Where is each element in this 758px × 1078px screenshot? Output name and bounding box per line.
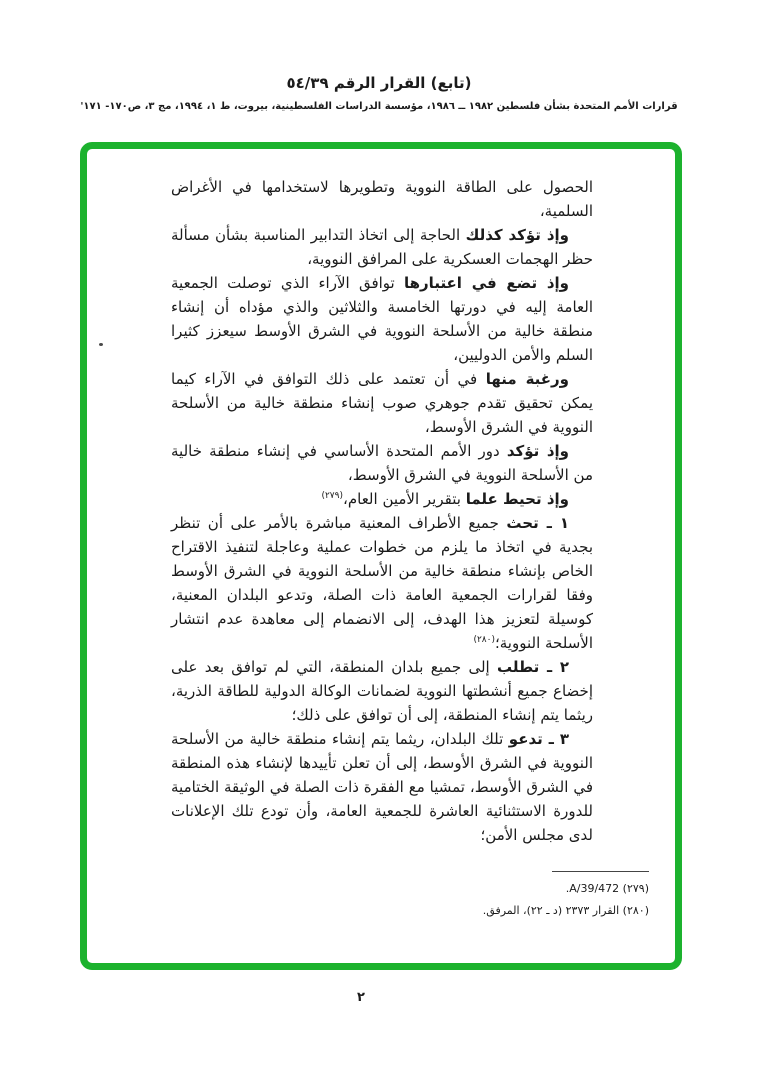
- footnote-number: (٢٨٠): [622, 904, 649, 917]
- paragraph: [171, 511, 593, 655]
- paragraph-lead: وإذ تؤكد: [506, 442, 569, 460]
- paragraph-text: دور الأمم المتحدة الأساسي في إنشاء منطقة خالية من الأسلحة النووية في الشرق الأوسط،: [171, 442, 593, 484]
- footnote-separator: [552, 871, 649, 872]
- ink-speck: [99, 343, 103, 346]
- footnote-ref: (٢٧٩): [321, 491, 343, 501]
- footnote-number: (٢٧٩): [622, 882, 649, 895]
- paragraph: [171, 439, 593, 487]
- paragraph-text: في أن تعتمد على ذلك التوافق في الآراء كيما يمكن تحقيق تقدم جوهري صوب إنشاء منطقة خالية من الأسلحة النووية في الشرق الأوسط،: [171, 370, 593, 436]
- footnote-item: [483, 900, 649, 922]
- paragraph: [171, 223, 593, 271]
- paragraph-text: الحاجة إلى اتخاذ التدابير المناسبة بشأن مسألة حظر الهجمات العسكرية على المرافق النووية،: [171, 226, 593, 268]
- paragraph-text: بتقرير الأمين العام،: [343, 490, 466, 508]
- paragraph-lead: تطلب: [496, 658, 540, 676]
- paragraph-lead: تدعو: [508, 730, 543, 748]
- paragraph: [171, 727, 593, 847]
- paragraph: [171, 487, 593, 511]
- footnotes-block: [483, 871, 649, 922]
- paragraph-lead: وإذ تؤكد كذلك: [465, 226, 569, 244]
- paragraph: [171, 367, 593, 439]
- paragraph-lead: وإذ تحيط علما: [465, 490, 569, 508]
- paragraph-lead: ورغبة منها: [485, 370, 570, 388]
- paragraph-number: ١ ـ: [538, 514, 569, 532]
- paragraph: [171, 271, 593, 367]
- document-header: [0, 74, 758, 112]
- paragraph-number: ٣ ـ: [542, 730, 569, 748]
- footnote-item: [483, 878, 649, 900]
- page-number: ٢: [357, 990, 365, 1005]
- footnote-ref: (٢٨٠): [473, 635, 495, 645]
- page-title: (تابع) القرار الرقم ٥٤/٣٩: [286, 74, 472, 92]
- paragraph: [171, 655, 593, 727]
- paragraph-text: توافق الآراء الذي توصلت الجمعية العامة إليه في دورتها الخامسة والثلاثين والذي مؤداه أن إنشاء منطقة خالية من الأسلحة النووية في الشرق الأوسط سيعزز كثيرا السلم والأمن الدوليين،: [171, 274, 593, 364]
- paragraph-lead: تحث: [506, 514, 539, 532]
- paragraph-text: إلى جميع بلدان المنطقة، التي لم توافق بعد على إخضاع جميع أنشطتها النووية لضمانات الوكالة الدولية للطاقة الذرية، ريثما يتم إنشاء المنطقة، إلى أن توافق على ذلك؛: [171, 658, 593, 724]
- paragraph-number: ٢ ـ: [539, 658, 569, 676]
- source-citation: قرارات الأمم المتحدة بشأن فلسطين ١٩٨٢ ــ ١٩٨٦، مؤسسة الدراسات الفلسطينية، بيروت، ط ١، ١٩٩٤، مج ٣، ص١٧٠- ١٧١': [80, 101, 678, 112]
- paragraph-text: الحصول على الطاقة النووية وتطويرها لاستخدامها في الأغراض السلمية،: [171, 178, 593, 220]
- paragraph: [171, 175, 593, 223]
- footnote-text: القرار ٢٣٧٣ (د ـ ٢٢)، المرفق.: [482, 904, 620, 917]
- paragraph-text: جميع الأطراف المعنية مباشرة بالأمر على أن تنظر بجدية في اتخاذ ما يلزم من خطوات عملية وعاجلة لتنفيذ الاقتراح الخاص بإنشاء منطقة خالية من الأسلحة النووية في الشرق الأوسط وفقا لقرارات الجمعية العامة ذات الصلة، وتدعو البلدان المعنية، كوسيلة لتعزيز هذا الهدف، إلى الانضمام إلى معاهدة عدم انتشار الأسلحة النووية؛: [171, 514, 593, 652]
- document-body: [87, 149, 675, 847]
- footnote-text: A/39/472.: [565, 882, 620, 895]
- paragraph-text: تلك البلدان، ريثما يتم إنشاء منطقة خالية من الأسلحة النووية في الشرق الأوسط، إلى أن تعلن تأييدها لإنشاء هذه المنطقة في الشرق الأوسط، تمشيا مع الفقرة ذات الصلة في الوثيقة الختامية للدورة الاستثنائية العاشرة للجمعية العامة، وأن تودع تلك الإعلانات لدى مجلس الأمن؛: [171, 730, 593, 844]
- paragraph-lead: وإذ تضع في اعتبارها: [404, 274, 570, 292]
- footnotes-list: [483, 878, 649, 922]
- highlight-frame: [80, 142, 682, 970]
